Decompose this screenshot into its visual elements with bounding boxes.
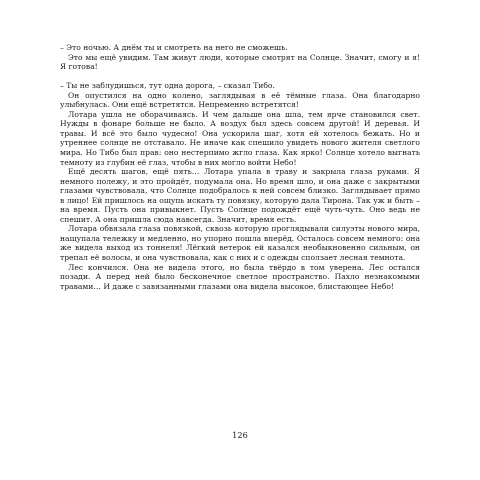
page-number: 126: [232, 430, 248, 440]
paragraph: Это мы ещё увидим. Там живут люди, которые смотрят на Солнце. Значит, смогу и я! Я готова!: [60, 52, 420, 72]
paragraph: Ещё десять шагов, ещё пять… Лотара упала в траву и закрыла глаза руками. Я немного полежу, и это пройдёт, подумала она. Но время шло, и она даже с закрытыми глазами чувствовала, что Солнце подобралось к ней совсем близко. Заглядывает прямо в лицо! Ей пришлось на ощупь искать ту повязку, которую дала Тирона. Так уж и быть – на время. Пусть она привыкнет. Пусть Солнце подождёт ещё чуть-чуть. Оно ведь не спешит. А она пришла сюда навсегда. Значит, время есть.: [60, 167, 420, 224]
paragraph: – Это ночью. А днём ты и смотреть на него не сможешь.: [60, 43, 288, 52]
paragraph: Он опустился на одно колено, заглядывая в её тёмные глаза. Она благодарно улыбнулась. Они ещё встретятся. Непременно встретятся!: [60, 90, 420, 110]
body-text: [60, 43, 420, 291]
paragraph: – Ты не заблудишься, тут одна дорога, – сказал Тибо.: [60, 81, 275, 91]
paragraph: Лес кончился. Она не видела этого, но была твёрдо в том уверена. Лес остался позади. А перед ней было бесконечное светлое пространство. Пахло незнакомыми травами… И даже с завязанными глазами она видела высокое, блистающее Небо!: [60, 262, 420, 291]
paragraph: Лотара ушла не оборачиваясь. И чем дальше она шла, тем ярче становился свет. Нужды в фонаре больше не было. А воздух был здесь совсем другой! И деревья. И травы. И всё это было чудесно! Она ускорила шаг, хотя ей хотелось бежать. Но и утреннее солнце не отставало. Не иначе как спешило увидеть нового жителя светлого мира. Но Тибо был прав: оно нестерпимо жгло глаза. Как ярко! Солнце хотело выгнать темноту из глубин её глаз, чтобы в них могло войти Небо!: [60, 109, 420, 167]
paragraph: Лотара обвязала глаза повязкой, сквозь которую проглядывали силуэты нового мира, нащупала тележку и медленно, но упорно пошла вперёд. Осталось совсем немного: она же видела выход из тоннеля! Лёгкий ветерок ей казался необыкновенно сильным, он трепал её волосы, и она чувствовала, как с них и с одежды сползает лесная темнота.: [60, 224, 420, 262]
